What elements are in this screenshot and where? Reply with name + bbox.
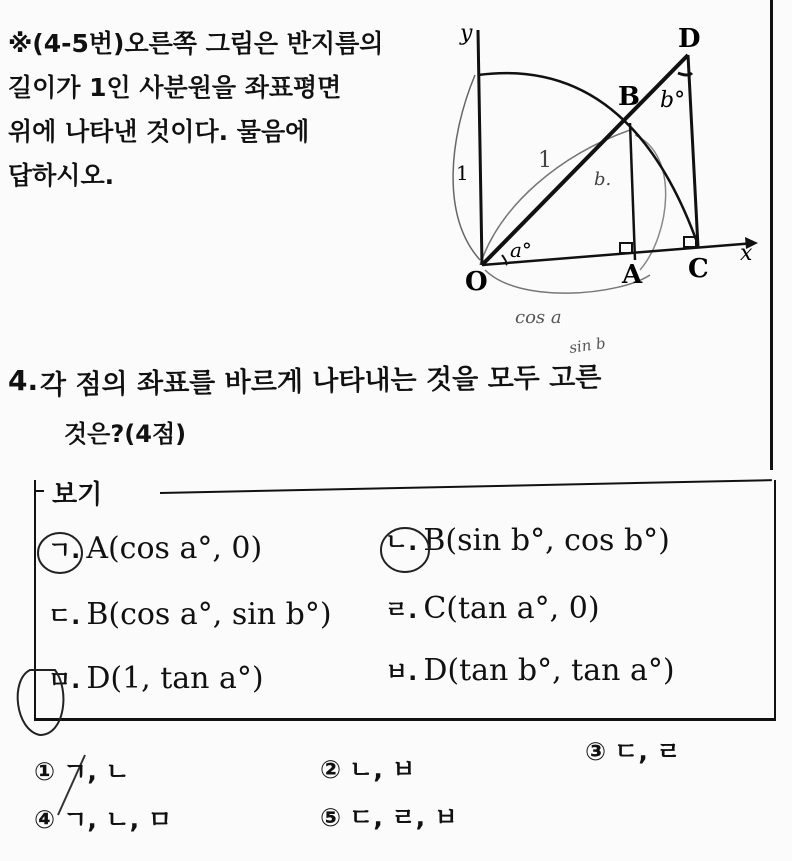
y-axis	[478, 30, 482, 265]
label-angle-b: b°	[660, 88, 686, 113]
circle-mark-mieum	[18, 670, 64, 735]
intro-text	[8, 22, 458, 198]
label-angle-a: a°	[510, 238, 532, 262]
label-d: D	[678, 24, 701, 54]
answer-choice[interactable]	[34, 752, 130, 788]
bogi-box-top-left	[34, 490, 44, 492]
answer-number: ③	[585, 737, 607, 766]
label-x: x	[740, 241, 753, 266]
angle-b-mark	[678, 73, 692, 75]
question-number: 4.	[8, 364, 39, 397]
answer-number: ②	[320, 755, 342, 784]
answer-choice[interactable]	[320, 798, 458, 834]
handwriting-sin: sin b	[568, 334, 607, 357]
label-b: B	[618, 82, 640, 112]
option-text: A(cos a°, 0)	[86, 531, 263, 566]
answer-text: ㄱ, ㄴ	[63, 757, 130, 786]
option-text: C(tan a°, 0)	[423, 591, 600, 626]
question-line: 각 점의 좌표를 바르게 나타내는 것을 모두 고른	[39, 362, 602, 401]
option-text: D(1, tan a°)	[86, 661, 264, 696]
question-text	[40, 362, 780, 458]
quarter-circle-figure	[440, 15, 770, 360]
option-text: D(tan b°, tan a°)	[423, 653, 675, 688]
answer-choice[interactable]	[320, 750, 416, 786]
option-text: B(sin b°, cos b°)	[423, 523, 670, 558]
handwriting-cos: cos a	[515, 307, 562, 328]
option-text: B(cos a°, sin b°)	[86, 597, 332, 632]
circle-mark-nieun	[381, 528, 429, 572]
answer-text: ㄴ, ㅂ	[349, 755, 416, 784]
bogi-title: 보기	[52, 480, 103, 510]
answer-text: ㄱ, ㄴ, ㅁ	[63, 805, 173, 834]
intro-line: 답하시오.	[8, 161, 115, 190]
question-line: 것은?(4점)	[64, 420, 187, 448]
option-mark: ㄴ.	[385, 528, 418, 556]
intro-line: ※(4-5번)오른쪽 그림은 반지름의	[8, 29, 384, 58]
answer-text: ㄷ, ㄹ, ㅂ	[349, 803, 459, 832]
label-a: A	[622, 260, 643, 290]
circle-mark-giyeok	[38, 533, 82, 573]
option-mark: ㅁ.	[48, 666, 81, 694]
label-o: O	[465, 267, 488, 297]
handwriting-1: 1	[538, 148, 552, 173]
intro-line: 위에 나타낸 것이다. 물음에	[8, 117, 310, 146]
option-mark: ㅂ.	[385, 658, 418, 686]
option-mark: ㄱ.	[48, 536, 81, 564]
intro-line: 길이가 1인 사분원을 좌표평면	[8, 73, 342, 102]
option-mark: ㄷ.	[48, 602, 81, 630]
answer-number: ⑤	[320, 803, 342, 832]
segment-ba	[630, 123, 635, 260]
answer-number: ④	[34, 805, 56, 834]
answer-choice[interactable]	[585, 732, 681, 768]
label-radius: 1	[456, 161, 469, 185]
right-angle-a	[620, 243, 632, 253]
label-c: C	[688, 254, 709, 284]
right-angle-c	[684, 237, 696, 247]
handwriting-b2: b.	[594, 169, 612, 190]
answer-number: ①	[34, 757, 56, 786]
answer-choice[interactable]	[34, 800, 172, 836]
option-mark: ㄹ.	[385, 596, 418, 624]
segment-dc	[688, 55, 698, 247]
answer-text: ㄷ, ㄹ	[614, 737, 681, 766]
label-y: y	[460, 21, 473, 46]
